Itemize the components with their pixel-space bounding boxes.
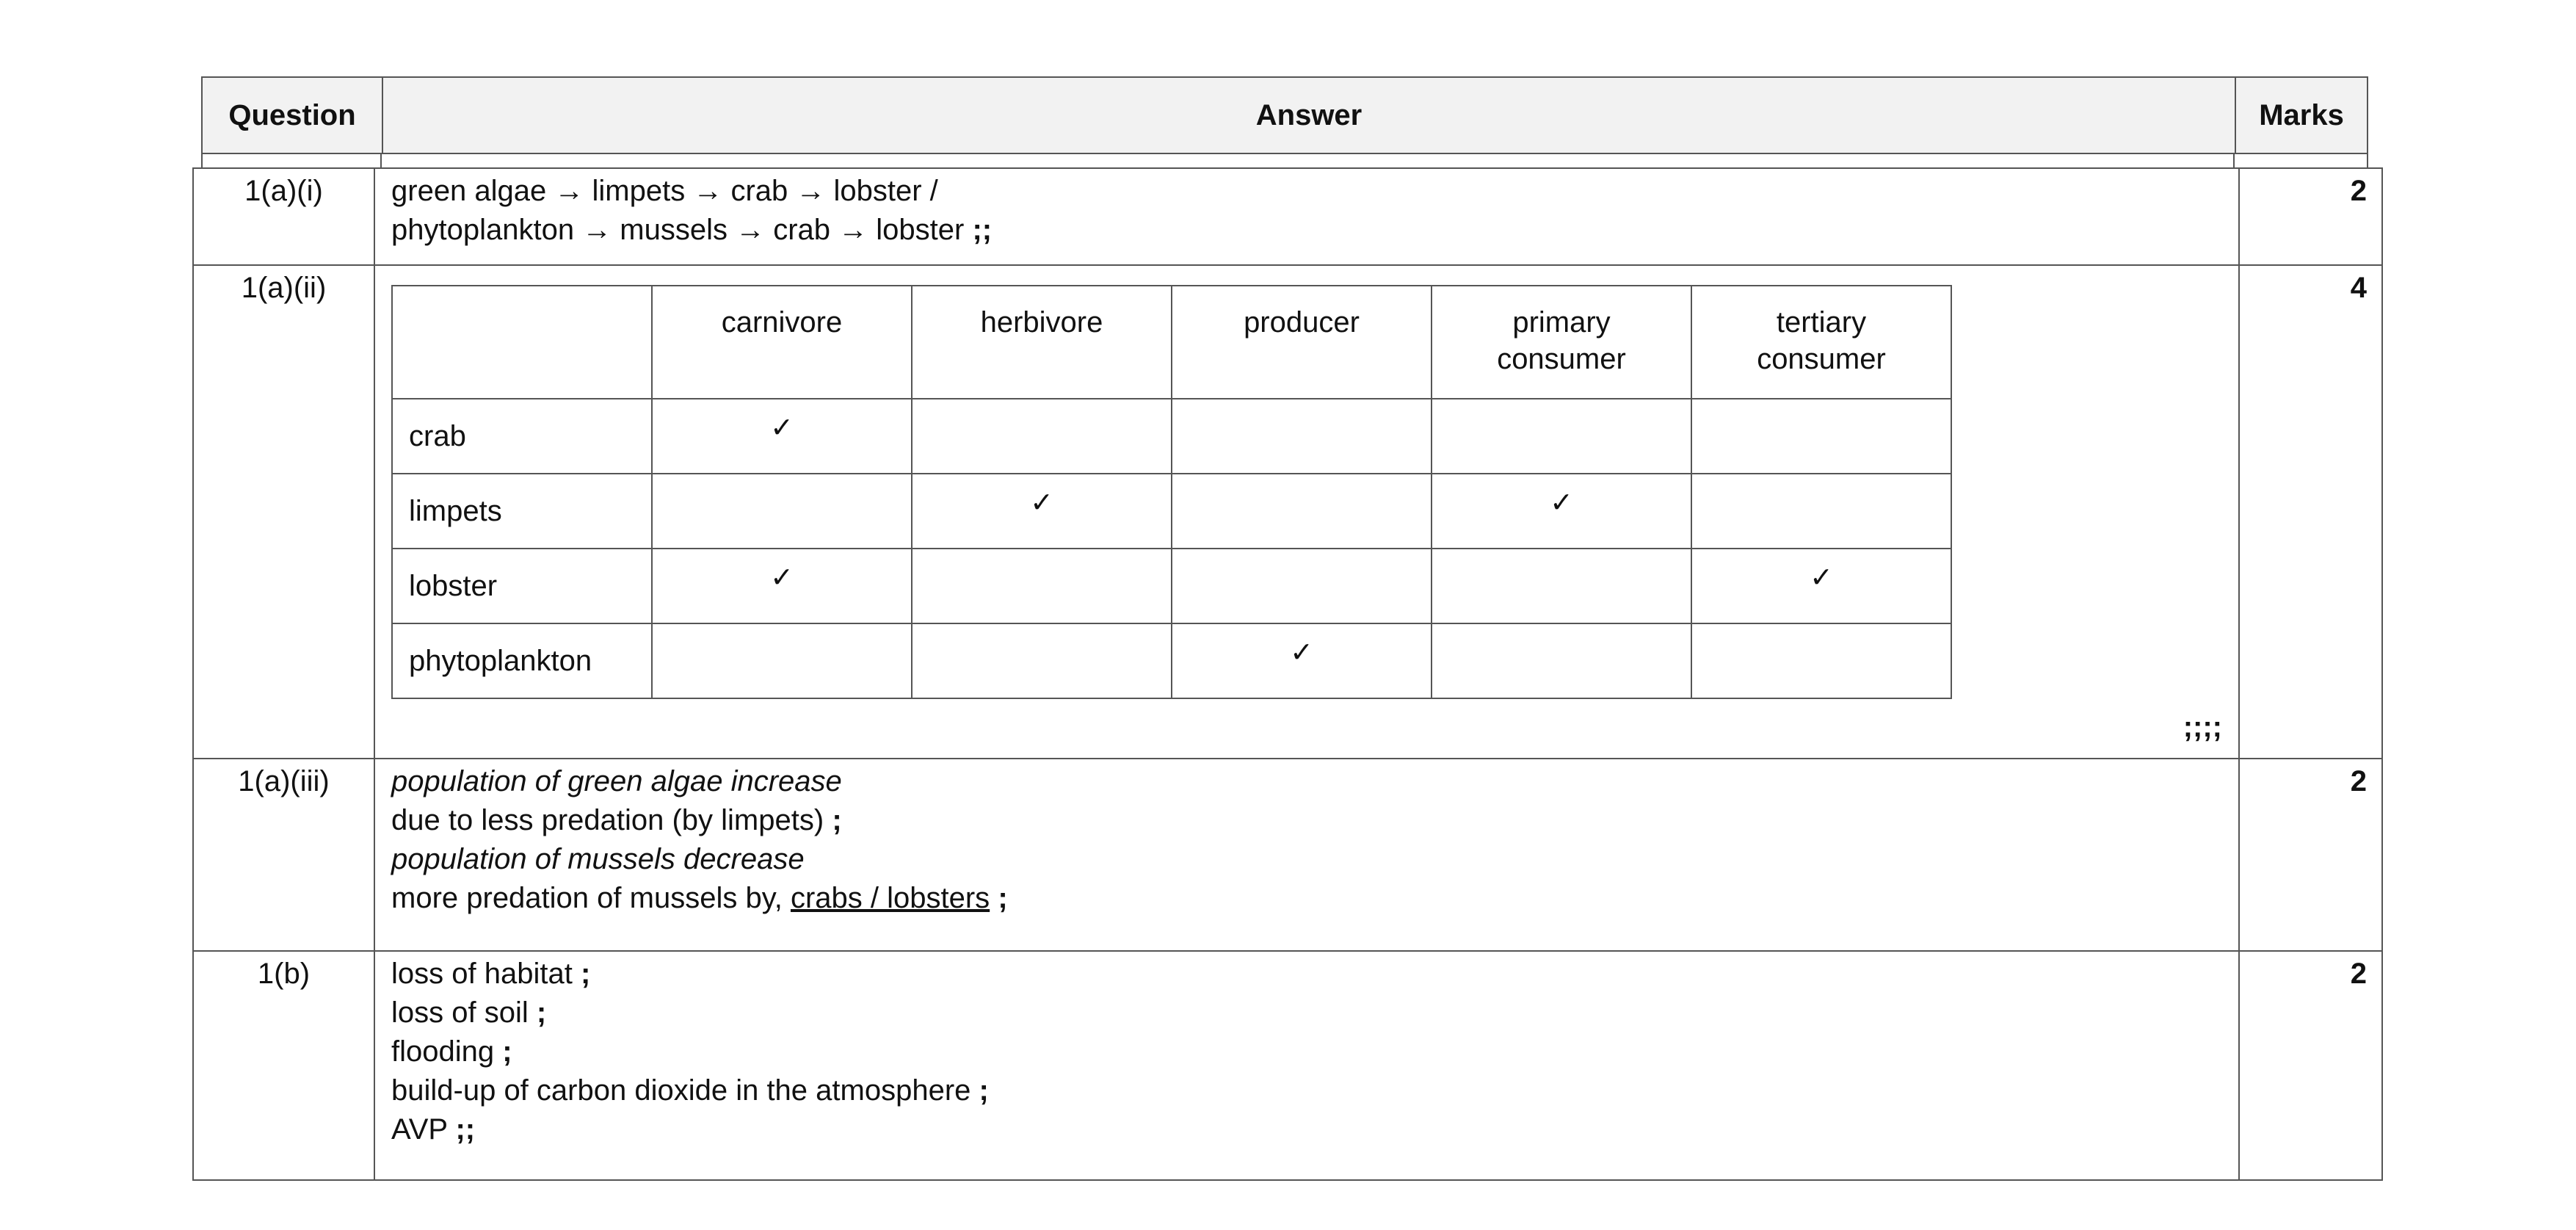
mark-point-separator: ;: [502, 1035, 512, 1068]
mark-scheme-header: [201, 76, 2368, 154]
question-number: 1(b): [194, 952, 375, 1179]
empty-cell: [1432, 549, 1691, 623]
column-header-herbivore: herbivore: [912, 286, 1172, 399]
answer-cell: [375, 759, 2240, 950]
empty-cell: [1691, 399, 1951, 474]
mark-point-separator: ;: [832, 804, 842, 836]
check-mark-icon: ✓: [912, 474, 1172, 549]
marks-value: 4: [2350, 272, 2367, 304]
header-marks: Marks: [2259, 98, 2344, 131]
answer-line: AVP ;;: [391, 1113, 476, 1146]
check-mark-icon: ✓: [1432, 474, 1691, 549]
organism-label: limpets: [392, 474, 652, 549]
answer-line: green algae → limpets → crab → lobster /: [391, 175, 938, 207]
classification-row-lobster: [392, 549, 1951, 623]
marks-value: 2: [2350, 958, 2367, 990]
header-divider-tick: [2233, 153, 2235, 167]
empty-cell: [1691, 474, 1951, 549]
answer-line: phytoplankton → mussels → crab → lobster ;;: [391, 214, 993, 246]
answer-cell: [375, 169, 2240, 264]
header-divider-tick: [380, 153, 382, 167]
mark-point-separator: ;;: [972, 214, 993, 246]
classification-row-phytoplankton: [392, 623, 1951, 698]
header-question: Question: [203, 78, 383, 153]
empty-cell: [912, 549, 1172, 623]
answer-line: loss of soil ;: [391, 996, 547, 1029]
header-divider-tick: [201, 153, 203, 167]
answer-line: population of mussels decrease: [391, 843, 805, 875]
column-header-carnivore: carnivore: [652, 286, 912, 399]
classification-header-row: [392, 286, 1951, 399]
mark-point-separator: ;;: [455, 1113, 476, 1146]
question-number: 1(a)(ii): [194, 266, 375, 758]
classification-table: [391, 285, 1952, 699]
mark-point-separator: ;: [998, 882, 1008, 914]
mark-point-separator: ;: [536, 996, 547, 1029]
answer-cell: [375, 952, 2240, 1179]
organism-label: phytoplankton: [392, 623, 652, 698]
classification-row-limpets: [392, 474, 1951, 549]
check-mark-icon: ✓: [652, 399, 912, 474]
empty-cell: [1432, 399, 1691, 474]
mark-scheme-row: [194, 169, 2381, 266]
empty-cell: [912, 623, 1172, 698]
header-divider-tick: [2367, 153, 2368, 167]
question-number: 1(a)(iii): [194, 759, 375, 950]
marks-value: 2: [2350, 765, 2367, 797]
answer-line: build-up of carbon dioxide in the atmosphere ;: [391, 1074, 989, 1107]
question-number: 1(a)(i): [194, 169, 375, 264]
empty-cell: [1172, 549, 1432, 623]
empty-cell: [1172, 399, 1432, 474]
column-header-producer: producer: [1172, 286, 1432, 399]
answer-line: more predation of mussels by, crabs / lobsters ;: [391, 882, 1008, 914]
mark-point-separator: ;;;;: [2183, 711, 2222, 743]
underlined-keyword: crabs / lobsters: [790, 882, 990, 914]
mark-scheme-row: [194, 952, 2381, 1179]
check-mark-icon: ✓: [1172, 623, 1432, 698]
answer-line: flooding ;: [391, 1035, 512, 1068]
empty-cell: [652, 623, 912, 698]
check-mark-icon: ✓: [652, 549, 912, 623]
classification-row-crab: [392, 399, 1951, 474]
answer-line: due to less predation (by limpets) ;: [391, 804, 842, 836]
column-header-tertiary-consumer: tertiary consumer: [1691, 286, 1951, 399]
mark-point-separator: ;: [979, 1074, 989, 1107]
empty-cell: [1432, 623, 1691, 698]
organism-label: lobster: [392, 549, 652, 623]
mark-scheme-row: [194, 759, 2381, 952]
organism-label: crab: [392, 399, 652, 474]
empty-cell: [912, 399, 1172, 474]
column-header-primary-consumer: primary consumer: [1432, 286, 1691, 399]
header-answer: Answer: [383, 78, 2236, 153]
empty-corner-cell: [392, 286, 652, 399]
answer-line: population of green algae increase: [391, 765, 842, 797]
mark-scheme-row: [194, 266, 2381, 759]
check-mark-icon: ✓: [1691, 549, 1951, 623]
empty-cell: [652, 474, 912, 549]
answer-cell: [375, 266, 2240, 758]
empty-cell: [1691, 623, 1951, 698]
mark-point-separator: ;: [580, 958, 591, 990]
marks-value: 2: [2350, 175, 2367, 207]
answer-line: loss of habitat ;: [391, 958, 591, 990]
mark-scheme-body: [192, 167, 2383, 1181]
empty-cell: [1172, 474, 1432, 549]
